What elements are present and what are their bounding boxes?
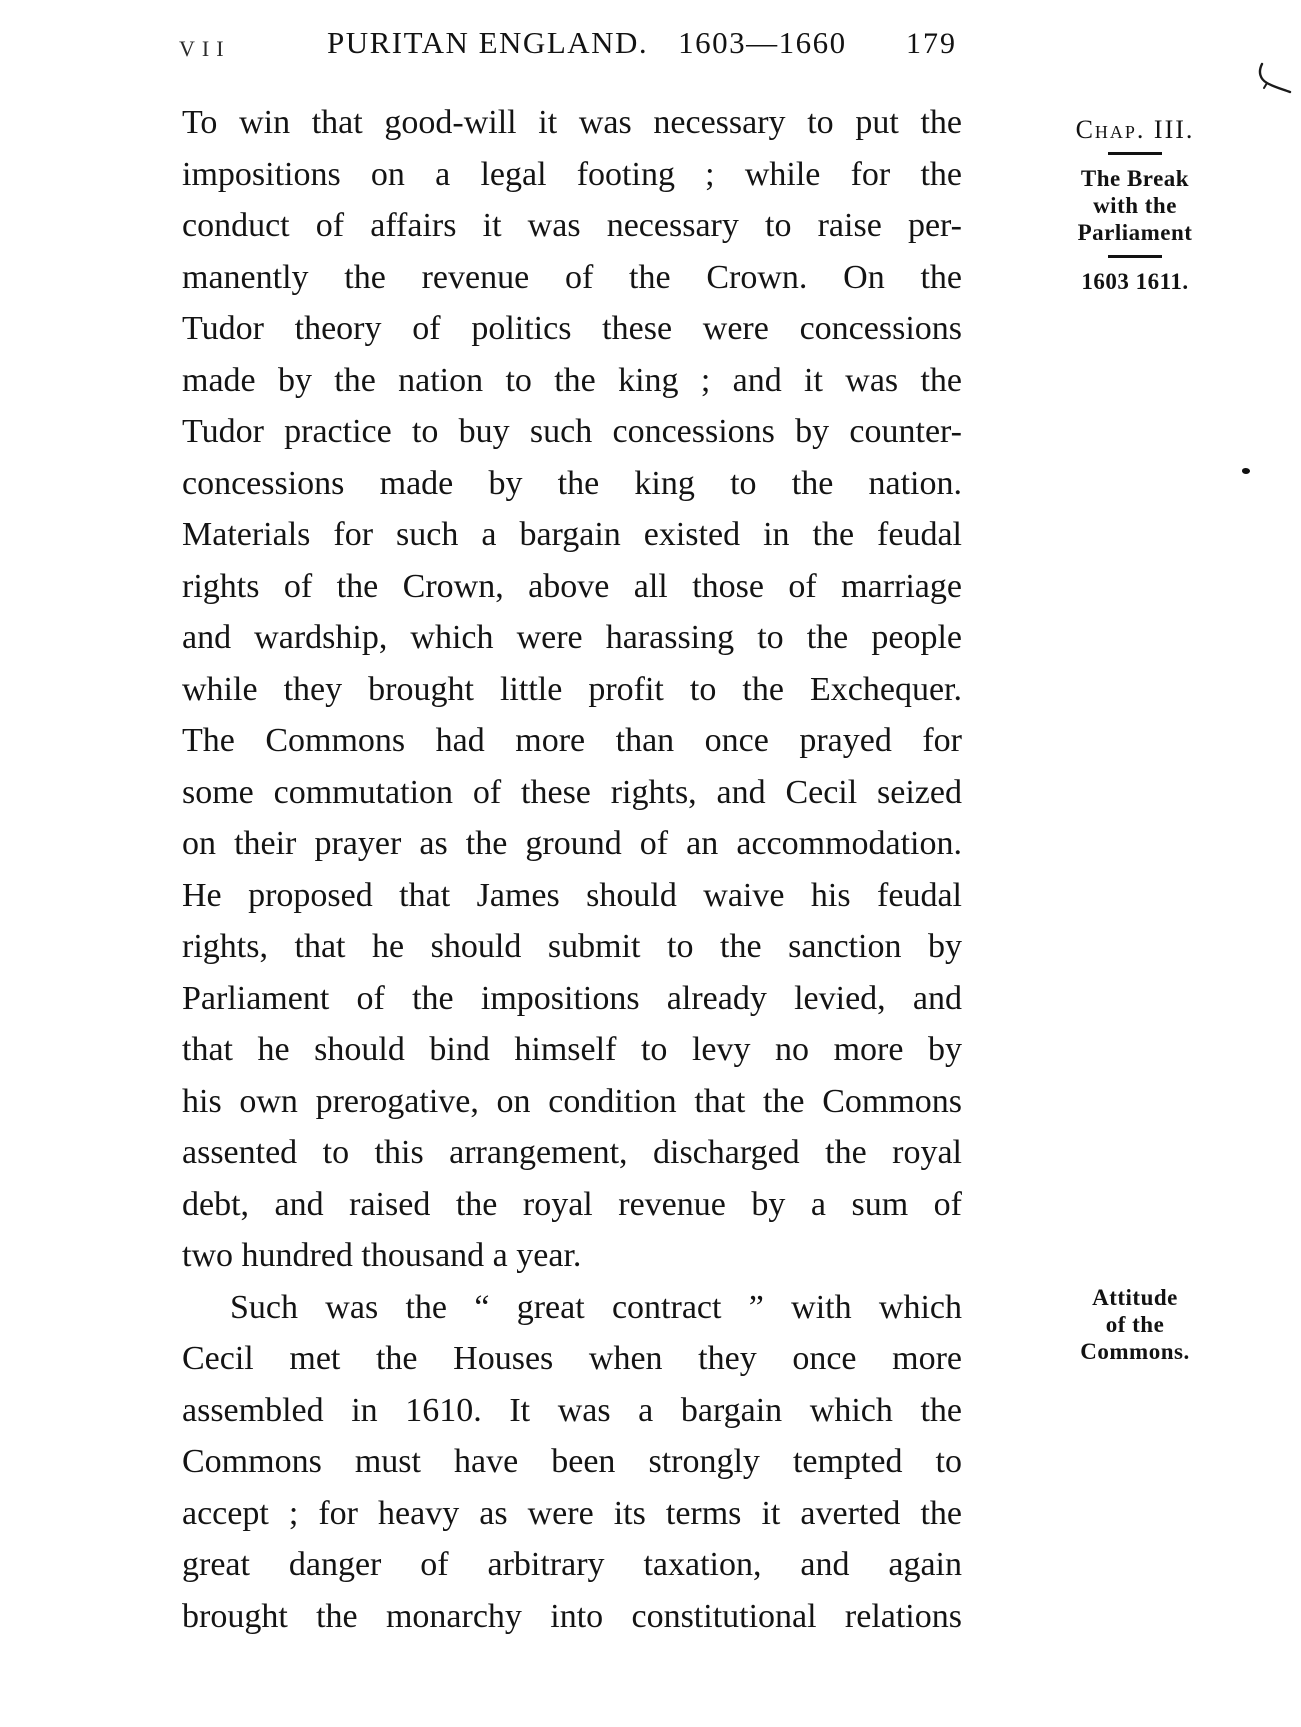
running-title-dates: 1603—1660 xyxy=(678,25,847,60)
ink-dot-artifact xyxy=(1242,468,1250,474)
margin-note-dates: 1603 1611. xyxy=(1081,269,1189,294)
text-line: on their prayer as the ground of an accommodation. xyxy=(182,825,962,862)
text-line: debt, and raised the royal revenue by a sum of xyxy=(182,1185,962,1223)
text-line: some commutation of these rights, and Cecil seized xyxy=(182,773,962,811)
text-line: To win that good-will it was necessary to put the xyxy=(182,104,962,141)
text-line: accept ; for heavy as were its terms it averted the xyxy=(182,1494,962,1532)
text-line: that he should bind himself to levy no more by xyxy=(182,1031,962,1068)
chapter-label: Chap. III. xyxy=(1075,115,1195,144)
body-text xyxy=(182,97,962,1642)
signature-mark: VII xyxy=(179,36,231,61)
text-line: rights of the Crown, above all those of marriage xyxy=(182,567,962,605)
text-line: assembled in 1610. It was a bargain which the xyxy=(182,1391,962,1429)
text-line: He proposed that James should waive his feudal xyxy=(182,876,962,914)
text-line: great danger of arbitrary taxation, and again xyxy=(182,1546,962,1583)
note-divider xyxy=(1046,143,1224,165)
margin-note-line: Commons. xyxy=(1080,1339,1190,1364)
text-line: concessions made by the king to the nation. xyxy=(182,464,962,502)
text-line: assented to this arrangement, discharged the royal xyxy=(182,1134,962,1171)
text-line: The Commons had more than once prayed for xyxy=(182,722,962,759)
margin-note-line: Parliament xyxy=(1077,220,1193,245)
text-line: brought the monarchy into constitutional relations xyxy=(182,1597,962,1635)
text-line: two hundred thousand a year. xyxy=(182,1237,582,1274)
text-line: manently the revenue of the Crown. On the xyxy=(182,258,962,296)
separator-rule xyxy=(1108,152,1162,155)
text-line: conduct of affairs it was necessary to raise per- xyxy=(182,207,962,244)
margin-note-attitude-of-commons xyxy=(1046,1284,1224,1365)
margin-note-line: Attitude xyxy=(1092,1285,1178,1310)
running-title xyxy=(327,25,847,61)
margin-note-line: with the xyxy=(1093,193,1177,218)
text-line: Materials for such a bargain existed in the feudal xyxy=(182,516,962,553)
text-line: Tudor practice to buy such concessions by counter- xyxy=(182,413,962,450)
margin-note-line: of the xyxy=(1105,1312,1165,1337)
text-line: and wardship, which were harassing to the people xyxy=(182,619,962,656)
text-line: impositions on a legal footing ; while for the xyxy=(182,155,962,193)
text-line: Such was the “ great contract ” with which xyxy=(230,1288,962,1326)
page-number: 179 xyxy=(906,27,957,60)
text-line: Cecil met the Houses when they once more xyxy=(182,1340,962,1377)
margin-note-line: The Break xyxy=(1080,166,1190,191)
text-line: his own prerogative, on condition that the Commons xyxy=(182,1082,962,1120)
text-line: rights, that he should submit to the sanction by xyxy=(182,928,962,965)
text-line: while they brought little profit to the Exchequer. xyxy=(182,670,962,708)
text-line: Commons must have been strongly tempted to xyxy=(182,1443,962,1480)
separator-rule xyxy=(1108,255,1162,258)
text-line: Tudor theory of politics these were concessions xyxy=(182,310,962,347)
text-line: Parliament of the impositions already levied, and xyxy=(182,979,962,1017)
margin-note-break-with-parliament xyxy=(1046,116,1224,295)
note-divider xyxy=(1046,246,1224,268)
text-line: made by the nation to the king ; and it was the xyxy=(182,361,962,399)
scan-curve-artifact xyxy=(1252,62,1296,102)
running-title-text: PURITAN ENGLAND. xyxy=(327,25,649,60)
